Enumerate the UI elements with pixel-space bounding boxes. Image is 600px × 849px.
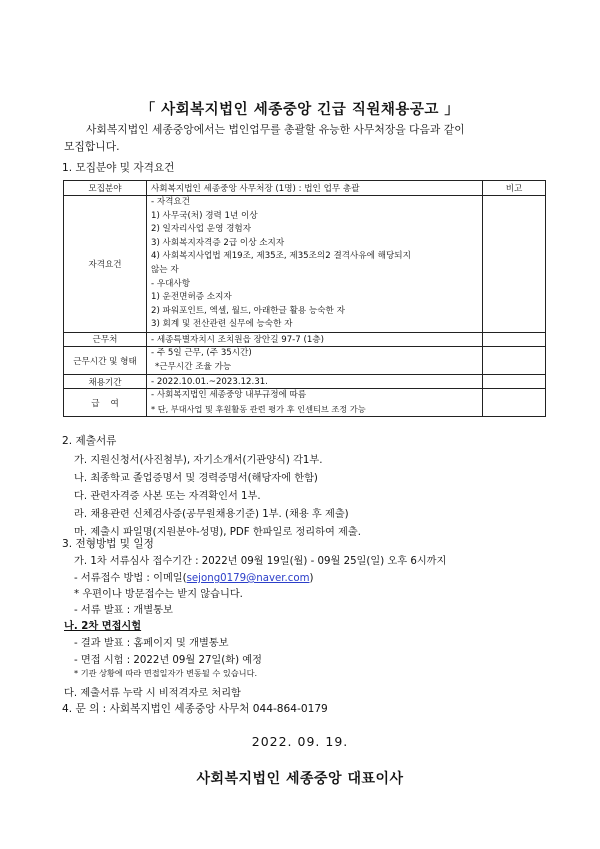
- place-value: - 세종특별자치시 조치원읍 장안길 97-7 (1층): [147, 332, 483, 346]
- pay-note: [483, 389, 546, 417]
- section-3-heading: 3. 전형방법 및 일정: [62, 538, 154, 550]
- place-note: [483, 332, 546, 346]
- qual-item: 2) 파워포인트, 엑셀, 월드, 아래한글 활용 능숙한 자: [151, 305, 345, 316]
- qual-item: - 우대사항: [151, 278, 191, 289]
- doc-item: 다. 관련자격증 사본 또는 자격확인서 1부.: [74, 491, 261, 502]
- doc-item: 나. 최종학교 졸업증명서 및 경력증명서(해당자에 한함): [74, 473, 318, 484]
- qual-item: 1) 사무국(처) 경력 1년 이상: [151, 210, 258, 221]
- section-1-heading: 1. 모집분야 및 자격요건: [62, 162, 175, 174]
- header-position: 사회복지법인 세종중앙 사무처장 (1명) : 법인 업무 총괄: [147, 181, 483, 196]
- qual-item: 3) 사회복지자격증 2급 이상 소지자: [151, 237, 285, 248]
- hours-line: *근무시간 조율 가능: [155, 361, 232, 372]
- doc-item: 가. 지원신청서(사진첨부), 자기소개서(기관양식) 각1부.: [74, 455, 323, 466]
- qual-item: 4) 사회복지사업법 제19조, 제35조, 제35조의2 결격사유에 해당되지: [151, 251, 411, 262]
- place-label: 근무처: [64, 332, 147, 346]
- header-note: 비고: [483, 181, 546, 196]
- announcement-date: 2022. 09. 19.: [251, 734, 349, 749]
- step-1: 가. 1차 서류심사 접수기간 : 2022년 09월 19일(월) - 09월 25일(일) 오후 6시까지: [74, 556, 447, 567]
- intro-line-1: 사회복지법인 세종중앙에서는 법인업무를 총괄할 유능한 사무처장을 다음과 같이: [86, 123, 465, 136]
- table-row-workplace: [64, 332, 546, 346]
- table-row-qualifications: [64, 196, 546, 333]
- qual-item: 1) 운전면허증 소지자: [151, 292, 232, 303]
- signature: 사회복지법인 세종중앙 대표이사: [196, 771, 404, 787]
- hours-content: [147, 346, 483, 374]
- step-1-receipt: [74, 569, 314, 584]
- period-label: 채용기간: [64, 375, 147, 389]
- doc-item: 라. 채용관련 신체검사증(공무원채용기준) 1부. (채용 후 제출): [74, 509, 349, 520]
- pay-line: - 사회복지법인 세종중앙 내부규정에 따름: [151, 390, 307, 401]
- hours-line: - 주 5일 근무, (주 35시간): [151, 347, 252, 358]
- table-row-period: [64, 375, 546, 389]
- period-value: - 2022.10.01.~2023.12.31.: [147, 375, 483, 389]
- qual-note: [483, 196, 546, 333]
- recruit-table: [63, 180, 546, 417]
- header-field: 모집분야: [64, 181, 147, 196]
- period-note: [483, 375, 546, 389]
- table-header-row: [64, 181, 546, 196]
- pay-label: 급 여: [64, 389, 147, 417]
- pay-content: [147, 389, 483, 417]
- receipt-prefix: - 서류접수 방법 : 이메일(: [74, 573, 187, 584]
- table-row-hours: [64, 346, 546, 374]
- pay-line: * 단, 부대사업 및 후원활동 관련 평가 후 인센티브 조정 가능: [151, 403, 366, 414]
- step-3: 다. 제출서류 누락 시 비적격자로 처리함: [64, 688, 241, 699]
- table-row-pay: [64, 389, 546, 417]
- page-title: 「 사회복지법인 세종중앙 긴급 직원채용공고 」: [140, 101, 460, 118]
- step-2-interview: - 면접 시험 : 2022년 09월 27일(화) 예정: [74, 655, 262, 666]
- step-1-announce: - 서류 발표 : 개별통보: [74, 605, 173, 616]
- doc-item: 마. 제출시 파일명(지원분야-성명), PDF 한파일로 정리하여 제출.: [74, 527, 361, 538]
- qual-item: 2) 일자리사업 운영 경험자: [151, 224, 252, 235]
- step-2-note: * 기관 상황에 따라 면접일자가 변동될 수 있습니다.: [74, 668, 258, 678]
- step-2-title: 나. 2차 면접시험: [64, 621, 142, 632]
- section-2-heading: 2. 제출서류: [62, 435, 117, 447]
- receipt-suffix: ): [309, 573, 314, 584]
- qual-item: 않는 자: [151, 264, 179, 275]
- step-2-result: - 결과 발표 : 홈페이지 및 개별통보: [74, 638, 229, 649]
- qual-item: 3) 회계 및 전산관련 실무에 능숙한 자: [151, 319, 293, 330]
- hours-note: [483, 346, 546, 374]
- qual-label: 자격요건: [64, 196, 147, 333]
- qual-item: - 자격요건: [151, 197, 191, 207]
- intro-line-2: 모집합니다.: [64, 140, 120, 153]
- qual-content: [147, 196, 483, 333]
- hours-label: 근무시간 및 형태: [64, 346, 147, 374]
- section-4-contact: 4. 문 의 : 사회복지법인 세종중앙 사무처 044-864-0179: [62, 703, 328, 715]
- step-1-note: * 우편이나 방문접수는 받지 않습니다.: [74, 589, 243, 600]
- email-link[interactable]: sejong0179@naver.com: [186, 573, 310, 584]
